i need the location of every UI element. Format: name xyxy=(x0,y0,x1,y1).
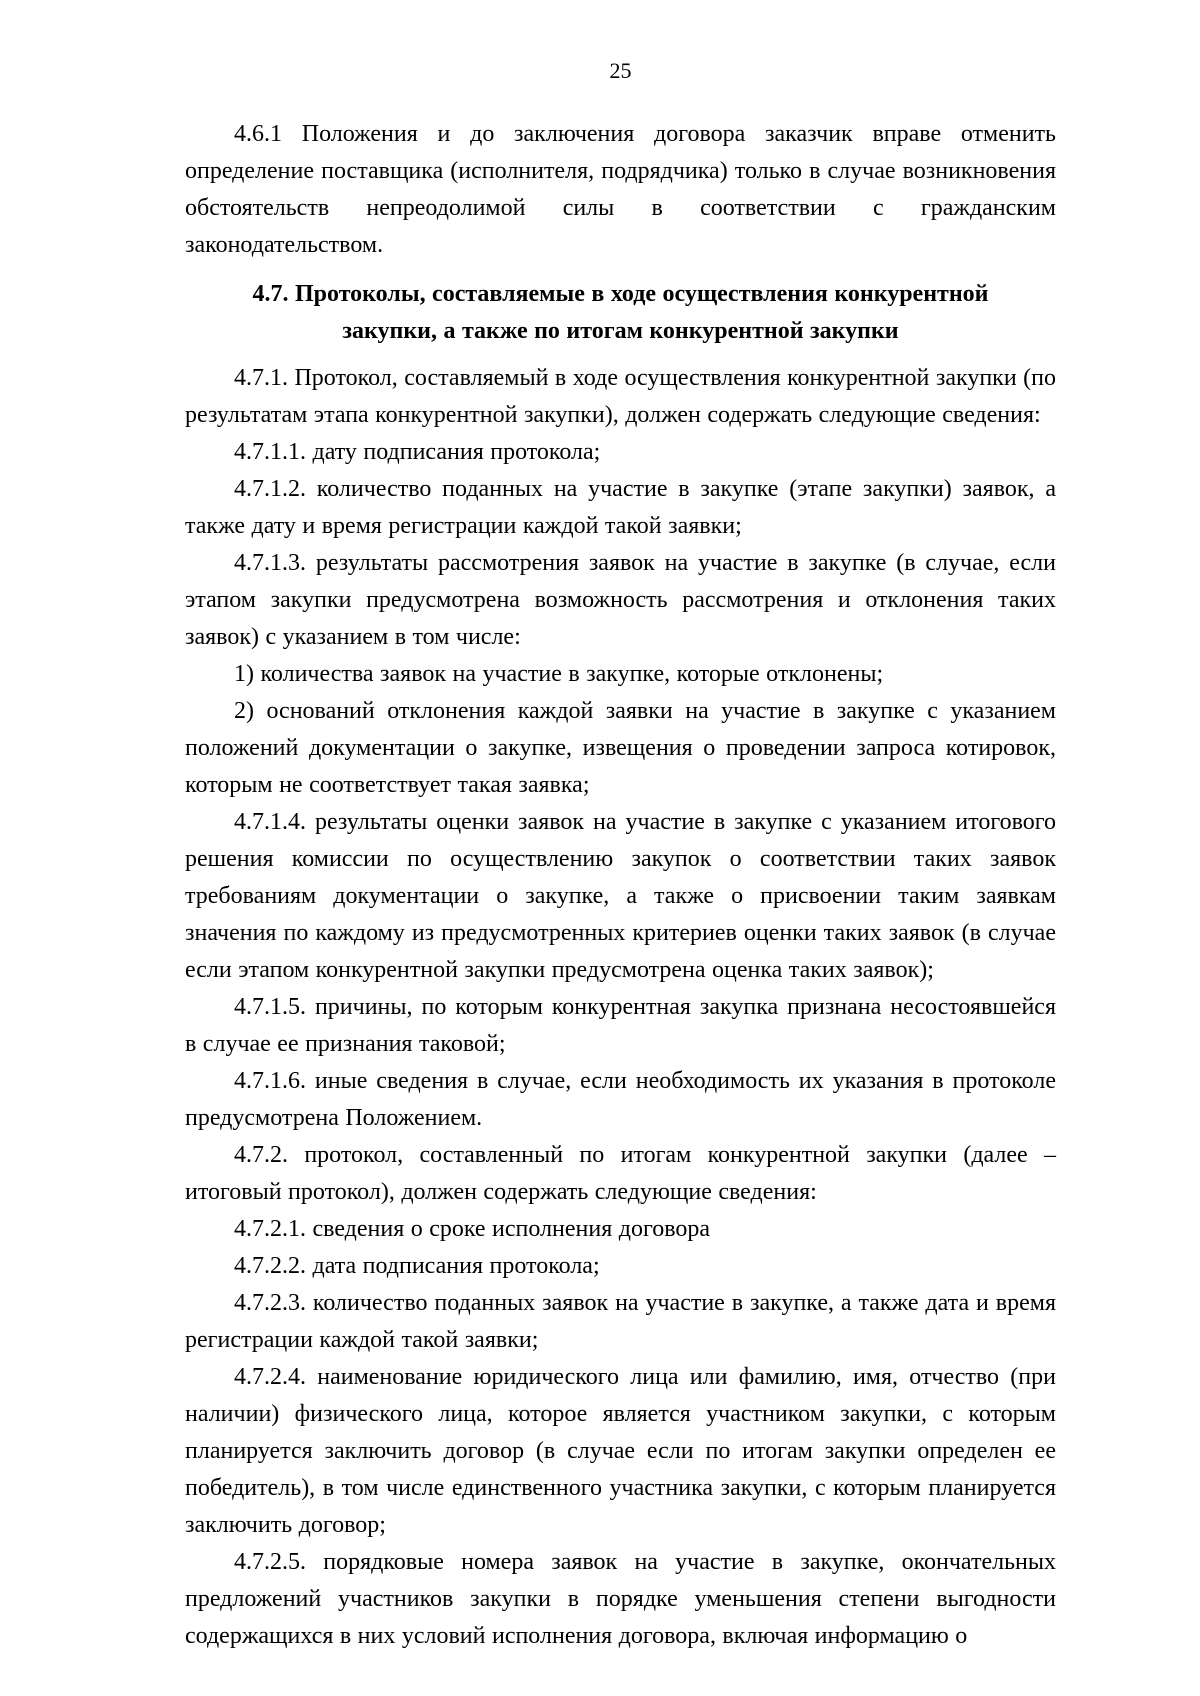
paragraph-4-7-1-3: 4.7.1.3. результаты рассмотрения заявок на участие в закупке (в случае, если этапом закупки предусмотрена возможность рассмотрения и отклонения таких заявок) с указанием в том числе: xyxy=(185,550,1056,650)
paragraph-4-7-2-1: 4.7.2.1. сведения о сроке исполнения договора xyxy=(234,1216,711,1242)
paragraph-4-7-2-2: 4.7.2.2. дата подписания протокола; xyxy=(234,1253,600,1279)
paragraph-4-6-1: 4.6.1 Положения и до заключения договора заказчик вправе отменить определение поставщика (исполнителя, подрядчика) только в случае возникновения обстоятельств непреодолимой силы в соответствии с гражданским законодательством. xyxy=(185,121,1056,258)
paragraph-4-7-1-6: 4.7.1.6. иные сведения в случае, если необходимость их указания в протоколе предусмотрена Положением. xyxy=(185,1068,1056,1131)
paragraph-4-7-2-4: 4.7.2.4. наименование юридического лица или фамилию, имя, отчество (при наличии) физического лица, которое является участником закупки, с которым планируется заключить договор (в случае если по итогам закупки определен ее победитель), в том числе единственного участника закупки, с которым планируется заключить договор; xyxy=(185,1364,1056,1538)
paragraph-4-7-1: 4.7.1. Протокол, составляемый в ходе осуществления конкурентной закупки (по результатам этапа конкурентной закупки), должен содержать следующие сведения: xyxy=(185,365,1056,428)
paragraph-4-7-2: 4.7.2. протокол, составленный по итогам конкурентной закупки (далее – итоговый протокол), должен содержать следующие сведения: xyxy=(185,1142,1056,1205)
list-item-1: 1) количества заявок на участие в закупке, которые отклонены; xyxy=(234,661,884,687)
paragraph-4-7-1-1: 4.7.1.1. дату подписания протокола; xyxy=(234,439,601,465)
paragraph-4-7-2-3: 4.7.2.3. количество поданных заявок на участие в закупке, а также дата и время регистрации каждой такой заявки; xyxy=(185,1290,1056,1353)
paragraph-4-7-1-5: 4.7.1.5. причины, по которым конкурентная закупка признана несостоявшейся в случае ее признания таковой; xyxy=(185,994,1056,1057)
page-number: 25 xyxy=(609,58,632,83)
document-content xyxy=(185,116,1056,1655)
paragraph-4-7-1-4: 4.7.1.4. результаты оценки заявок на участие в закупке с указанием итогового решения комиссии по осуществлению закупок о соответствии таких заявок требованиям документации о закупке, а также о присвоении таким заявкам значения по каждому из предусмотренных критериев оценки таких заявок (в случае если этапом конкурентной закупки предусмотрена оценка таких заявок); xyxy=(185,809,1056,983)
list-item-2: 2) оснований отклонения каждой заявки на участие в закупке с указанием положений документации о закупке, извещения о проведении запроса котировок, которым не соответствует такая заявка; xyxy=(185,698,1056,798)
paragraph-4-7-2-5: 4.7.2.5. порядковые номера заявок на участие в закупке, окончательных предложений участников закупки в порядке уменьшения степени выгодности содержащихся в них условий исполнения договора, включая информацию о xyxy=(185,1549,1056,1649)
paragraph-4-7-1-2: 4.7.1.2. количество поданных на участие в закупке (этапе закупки) заявок, а также дату и время регистрации каждой такой заявки; xyxy=(185,476,1056,539)
section-heading-4-7: 4.7. Протоколы, составляемые в ходе осуществления конкурентной закупки, а также по итогам конкурентной закупки xyxy=(252,281,989,344)
